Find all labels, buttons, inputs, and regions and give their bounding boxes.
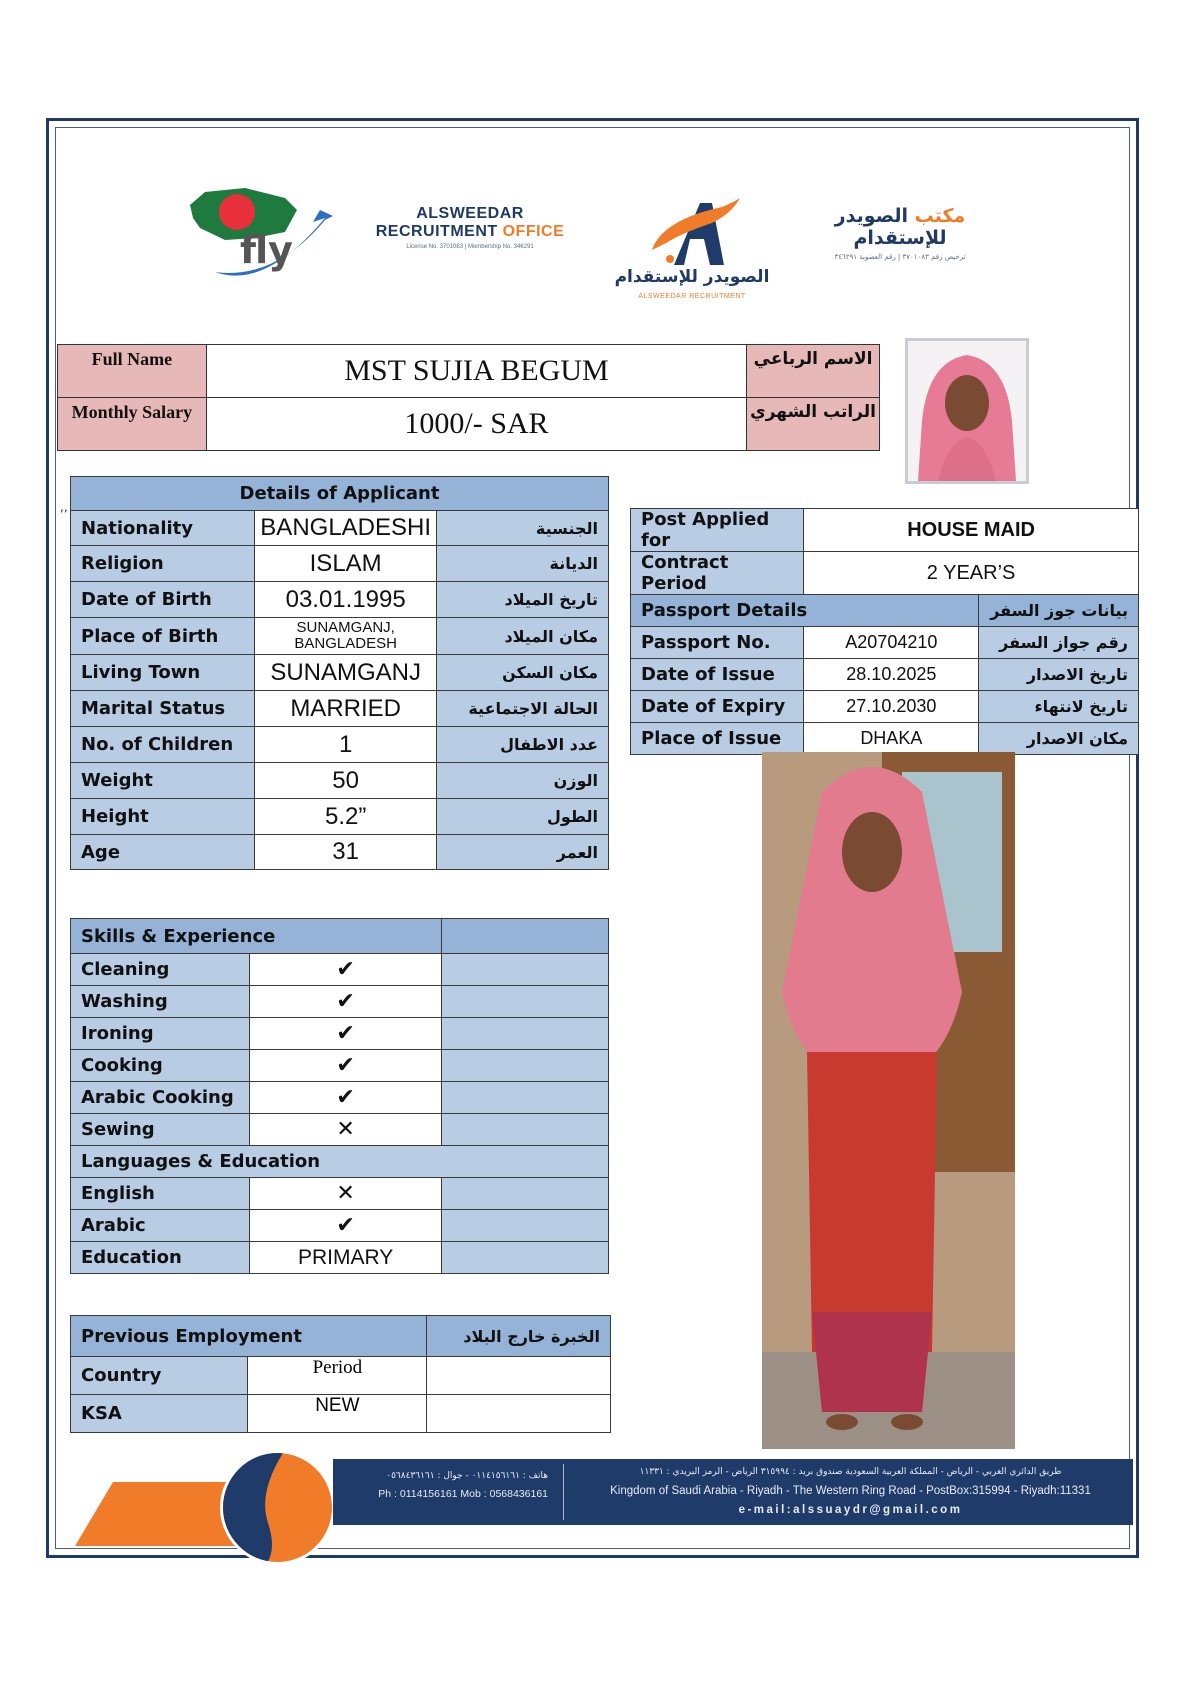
- place-of-birth-line1: SUNAMGANJ,: [296, 619, 395, 636]
- previous-employment-title: Previous Employment: [71, 1316, 427, 1357]
- place-of-birth-label-ar: مكان الميلاد: [437, 618, 609, 655]
- name-salary-table: [57, 344, 880, 451]
- stray-mark: ,,: [60, 500, 68, 514]
- details-header-row: [71, 477, 609, 511]
- full-name-label-ar: الاسم الرباعي: [747, 345, 880, 398]
- footer-address-block: [568, 1463, 1133, 1520]
- weight-label-ar: الوزن: [437, 763, 609, 799]
- skills-table: [70, 918, 609, 1274]
- footer-address-ar: طريق الدائري الغربي - الرياض - المملكة العربية السعودية صندوق بريد : ٣١٥٩٩٤ الرياض - الرمز البريدي : ١١٣٣١: [639, 1467, 1062, 1477]
- date-of-expiry-label: Date of Expiry: [631, 691, 804, 723]
- applicant-full-photo: [762, 752, 1015, 1449]
- date-of-issue-label: Date of Issue: [631, 659, 804, 691]
- passport-no-label-ar: رقم جواز السفر: [979, 627, 1139, 659]
- check-icon: ✔: [249, 1018, 442, 1050]
- contract-row: [631, 552, 1139, 595]
- skills-header-row: [71, 919, 609, 954]
- table-row: [71, 835, 609, 870]
- footer-banner: [75, 1450, 1135, 1560]
- language-arabic-label: Arabic: [71, 1210, 250, 1242]
- date-of-expiry-label-ar: تاريخ لانتهاء: [979, 691, 1139, 723]
- place-of-issue-label: Place of Issue: [631, 723, 804, 755]
- place-of-birth-label: Place of Birth: [71, 618, 255, 655]
- table-row: [71, 799, 609, 835]
- skill-ironing-label: Ironing: [71, 1018, 250, 1050]
- marital-status-value: MARRIED: [255, 691, 437, 727]
- skills-title: Skills & Experience: [71, 919, 442, 954]
- logo-line2-part1: RECRUITMENT: [375, 223, 498, 240]
- living-town-value: SUNAMGANJ: [255, 655, 437, 691]
- skill-sewing-empty: [442, 1114, 609, 1146]
- previous-country-value: KSA: [71, 1395, 248, 1433]
- footer-email[interactable]: e-mail:alssuaydr@gmail.com: [738, 1504, 963, 1516]
- previous-employment-title-ar: الخبرة خارج البلاد: [427, 1316, 611, 1357]
- skill-washing-label: Washing: [71, 986, 250, 1018]
- cross-icon: ✕: [249, 1178, 442, 1210]
- place-of-birth-line2: BANGLADESH: [294, 635, 397, 652]
- skill-arabic-cooking-empty: [442, 1082, 609, 1114]
- passport-no-value: A20704210: [804, 627, 979, 659]
- height-label: Height: [71, 799, 255, 835]
- alsweedar-english-logo: [370, 205, 570, 250]
- religion-value: ISLAM: [255, 546, 437, 582]
- passport-details-title: Passport Details: [631, 595, 979, 627]
- table-row: [71, 986, 609, 1018]
- footer-circle-logo: [220, 1450, 335, 1565]
- skills-header-empty: [442, 919, 609, 954]
- person-full-body-icon: [762, 752, 1015, 1449]
- table-row: [71, 546, 609, 582]
- living-town-label-ar: مكان السكن: [437, 655, 609, 691]
- footer-phone-en: Ph : 0114156161 Mob : 0568436161: [378, 1488, 548, 1500]
- table-row: [631, 691, 1139, 723]
- date-of-expiry-value: 27.10.2030: [804, 691, 979, 723]
- footer-phone-block: [353, 1467, 548, 1503]
- period-column-label: Period: [248, 1357, 427, 1395]
- weight-value: 50: [255, 763, 437, 799]
- passport-no-label: Passport No.: [631, 627, 804, 659]
- post-applied-label: Post Applied for: [631, 509, 804, 552]
- logo-line2-part2: OFFICE: [502, 223, 565, 240]
- age-label: Age: [71, 835, 255, 870]
- monthly-salary-label: Monthly Salary: [58, 398, 207, 451]
- table-row: [71, 1395, 611, 1433]
- monthly-salary-row: [58, 398, 880, 451]
- fly-logo-text: fly: [240, 228, 293, 272]
- arabic-logo-title-part2: الصويدر للإستقدام: [834, 205, 947, 249]
- age-value: 31: [255, 835, 437, 870]
- previous-employment-empty-1: [427, 1357, 611, 1395]
- skill-cleaning-empty: [442, 954, 609, 986]
- a-logo-english: ALSWEEDAR RECRUITMENT: [638, 293, 746, 300]
- age-label-ar: العمر: [437, 835, 609, 870]
- a-letter-logo-icon: [612, 195, 772, 270]
- cross-icon: ✕: [249, 1114, 442, 1146]
- alsweedar-arabic-logo: [790, 205, 1010, 261]
- a-logo-arabic: الصويدر للإستقدام: [614, 267, 770, 287]
- table-row: [71, 763, 609, 799]
- skill-cooking-label: Cooking: [71, 1050, 250, 1082]
- arabic-logo-title-part1: مكتب: [914, 205, 966, 227]
- children-label-ar: عدد الاطفال: [437, 727, 609, 763]
- table-row: [71, 1242, 609, 1274]
- nationality-value: BANGLADESHI: [255, 511, 437, 546]
- check-icon: ✔: [249, 986, 442, 1018]
- table-row: [71, 511, 609, 546]
- applicant-passport-photo: [905, 338, 1029, 484]
- education-value: PRIMARY: [249, 1242, 442, 1274]
- table-row: [71, 727, 609, 763]
- dob-label-ar: تاريخ الميلاد: [437, 582, 609, 618]
- education-label: Education: [71, 1242, 250, 1274]
- table-row: [71, 1210, 609, 1242]
- skill-sewing-label: Sewing: [71, 1114, 250, 1146]
- nationality-label: Nationality: [71, 511, 255, 546]
- marital-status-label: Marital Status: [71, 691, 255, 727]
- full-name-value: MST SUJIA BEGUM: [206, 345, 746, 398]
- contract-period-label: Contract Period: [631, 552, 804, 595]
- fly-logo: [185, 180, 335, 290]
- language-english-label: English: [71, 1178, 250, 1210]
- skill-washing-empty: [442, 986, 609, 1018]
- check-icon: ✔: [249, 1082, 442, 1114]
- country-column-label: Country: [71, 1357, 248, 1395]
- place-of-issue-label-ar: مكان الاصدار: [979, 723, 1139, 755]
- post-applied-value: HOUSE MAID: [804, 509, 1139, 552]
- check-icon: ✔: [249, 1210, 442, 1242]
- date-of-issue-value: 28.10.2025: [804, 659, 979, 691]
- passport-details-title-ar: بيانات جوز السفر: [979, 595, 1139, 627]
- previous-employment-column-row: [71, 1357, 611, 1395]
- table-row: [71, 1050, 609, 1082]
- table-row: [631, 659, 1139, 691]
- skill-cooking-empty: [442, 1050, 609, 1082]
- full-name-label: Full Name: [58, 345, 207, 398]
- post-passport-table: [630, 508, 1139, 755]
- skill-arabic-cooking-label: Arabic Cooking: [71, 1082, 250, 1114]
- table-row: [71, 954, 609, 986]
- dob-label: Date of Birth: [71, 582, 255, 618]
- arabic-logo-title: [790, 205, 1010, 249]
- skill-ironing-empty: [442, 1018, 609, 1050]
- passport-header-row: [631, 595, 1139, 627]
- person-portrait-icon: [908, 341, 1026, 481]
- weight-label: Weight: [71, 763, 255, 799]
- table-row: [71, 655, 609, 691]
- logo-line2: [370, 223, 570, 241]
- religion-label-ar: الديانة: [437, 546, 609, 582]
- monthly-salary-label-ar: الراتب الشهري: [747, 398, 880, 451]
- place-of-birth-value: [255, 618, 437, 655]
- footer-address-en: Kingdom of Saudi Arabia - Riyadh - The Western Ring Road - PostBox:315994 - Riyadh:11331: [610, 1485, 1091, 1497]
- check-icon: ✔: [249, 1050, 442, 1082]
- applicant-details-table: [70, 476, 609, 870]
- place-of-issue-value: DHAKA: [804, 723, 979, 755]
- religion-label: Religion: [71, 546, 255, 582]
- languages-title: Languages & Education: [71, 1146, 609, 1178]
- table-row: [71, 618, 609, 655]
- table-row: [71, 1018, 609, 1050]
- language-english-empty: [442, 1178, 609, 1210]
- table-row: [631, 627, 1139, 659]
- footer-divider: [563, 1464, 564, 1520]
- monthly-salary-value: 1000/- SAR: [206, 398, 746, 451]
- education-empty: [442, 1242, 609, 1274]
- details-title: Details of Applicant: [71, 477, 609, 511]
- table-row: [71, 691, 609, 727]
- table-row: [71, 1082, 609, 1114]
- logo-line1: ALSWEEDAR: [416, 205, 524, 222]
- footer-logo-icon: [223, 1453, 335, 1565]
- previous-employment-table: [70, 1315, 611, 1433]
- children-label: No. of Children: [71, 727, 255, 763]
- previous-period-value: NEW: [248, 1395, 427, 1433]
- footer-phone-ar: هاتف : ٠١١٤١٥٦١٦١ - جوال : ٠٥٦٨٤٣٦١٦١: [386, 1471, 548, 1481]
- previous-employment-empty-2: [427, 1395, 611, 1433]
- post-row: [631, 509, 1139, 552]
- full-name-row: [58, 345, 880, 398]
- footer-contact-bar: [333, 1459, 1133, 1525]
- skill-cleaning-label: Cleaning: [71, 954, 250, 986]
- table-row: [71, 1114, 609, 1146]
- language-arabic-empty: [442, 1210, 609, 1242]
- dob-value: 03.01.1995: [255, 582, 437, 618]
- table-row: [631, 723, 1139, 755]
- alsweedar-a-logo: [612, 195, 772, 310]
- living-town-label: Living Town: [71, 655, 255, 691]
- children-value: 1: [255, 727, 437, 763]
- height-value: 5.2”: [255, 799, 437, 835]
- previous-employment-header-row: [71, 1316, 611, 1357]
- marital-status-label-ar: الحالة الاجتماعية: [437, 691, 609, 727]
- languages-header-row: [71, 1146, 609, 1178]
- arabic-logo-license: ترخيص رقم ٣٧٠١٠٨٣ | رقم العضوية ٣٤٦٢٩١: [834, 253, 966, 261]
- check-icon: ✔: [249, 954, 442, 986]
- nationality-label-ar: الجنسية: [437, 511, 609, 546]
- contract-period-value: 2 YEAR’S: [804, 552, 1139, 595]
- table-row: [71, 582, 609, 618]
- date-of-issue-label-ar: تاريخ الاصدار: [979, 659, 1139, 691]
- height-label-ar: الطول: [437, 799, 609, 835]
- table-row: [71, 1178, 609, 1210]
- logo-license-line: License No. 3701083 | Membership No. 346291: [406, 244, 534, 250]
